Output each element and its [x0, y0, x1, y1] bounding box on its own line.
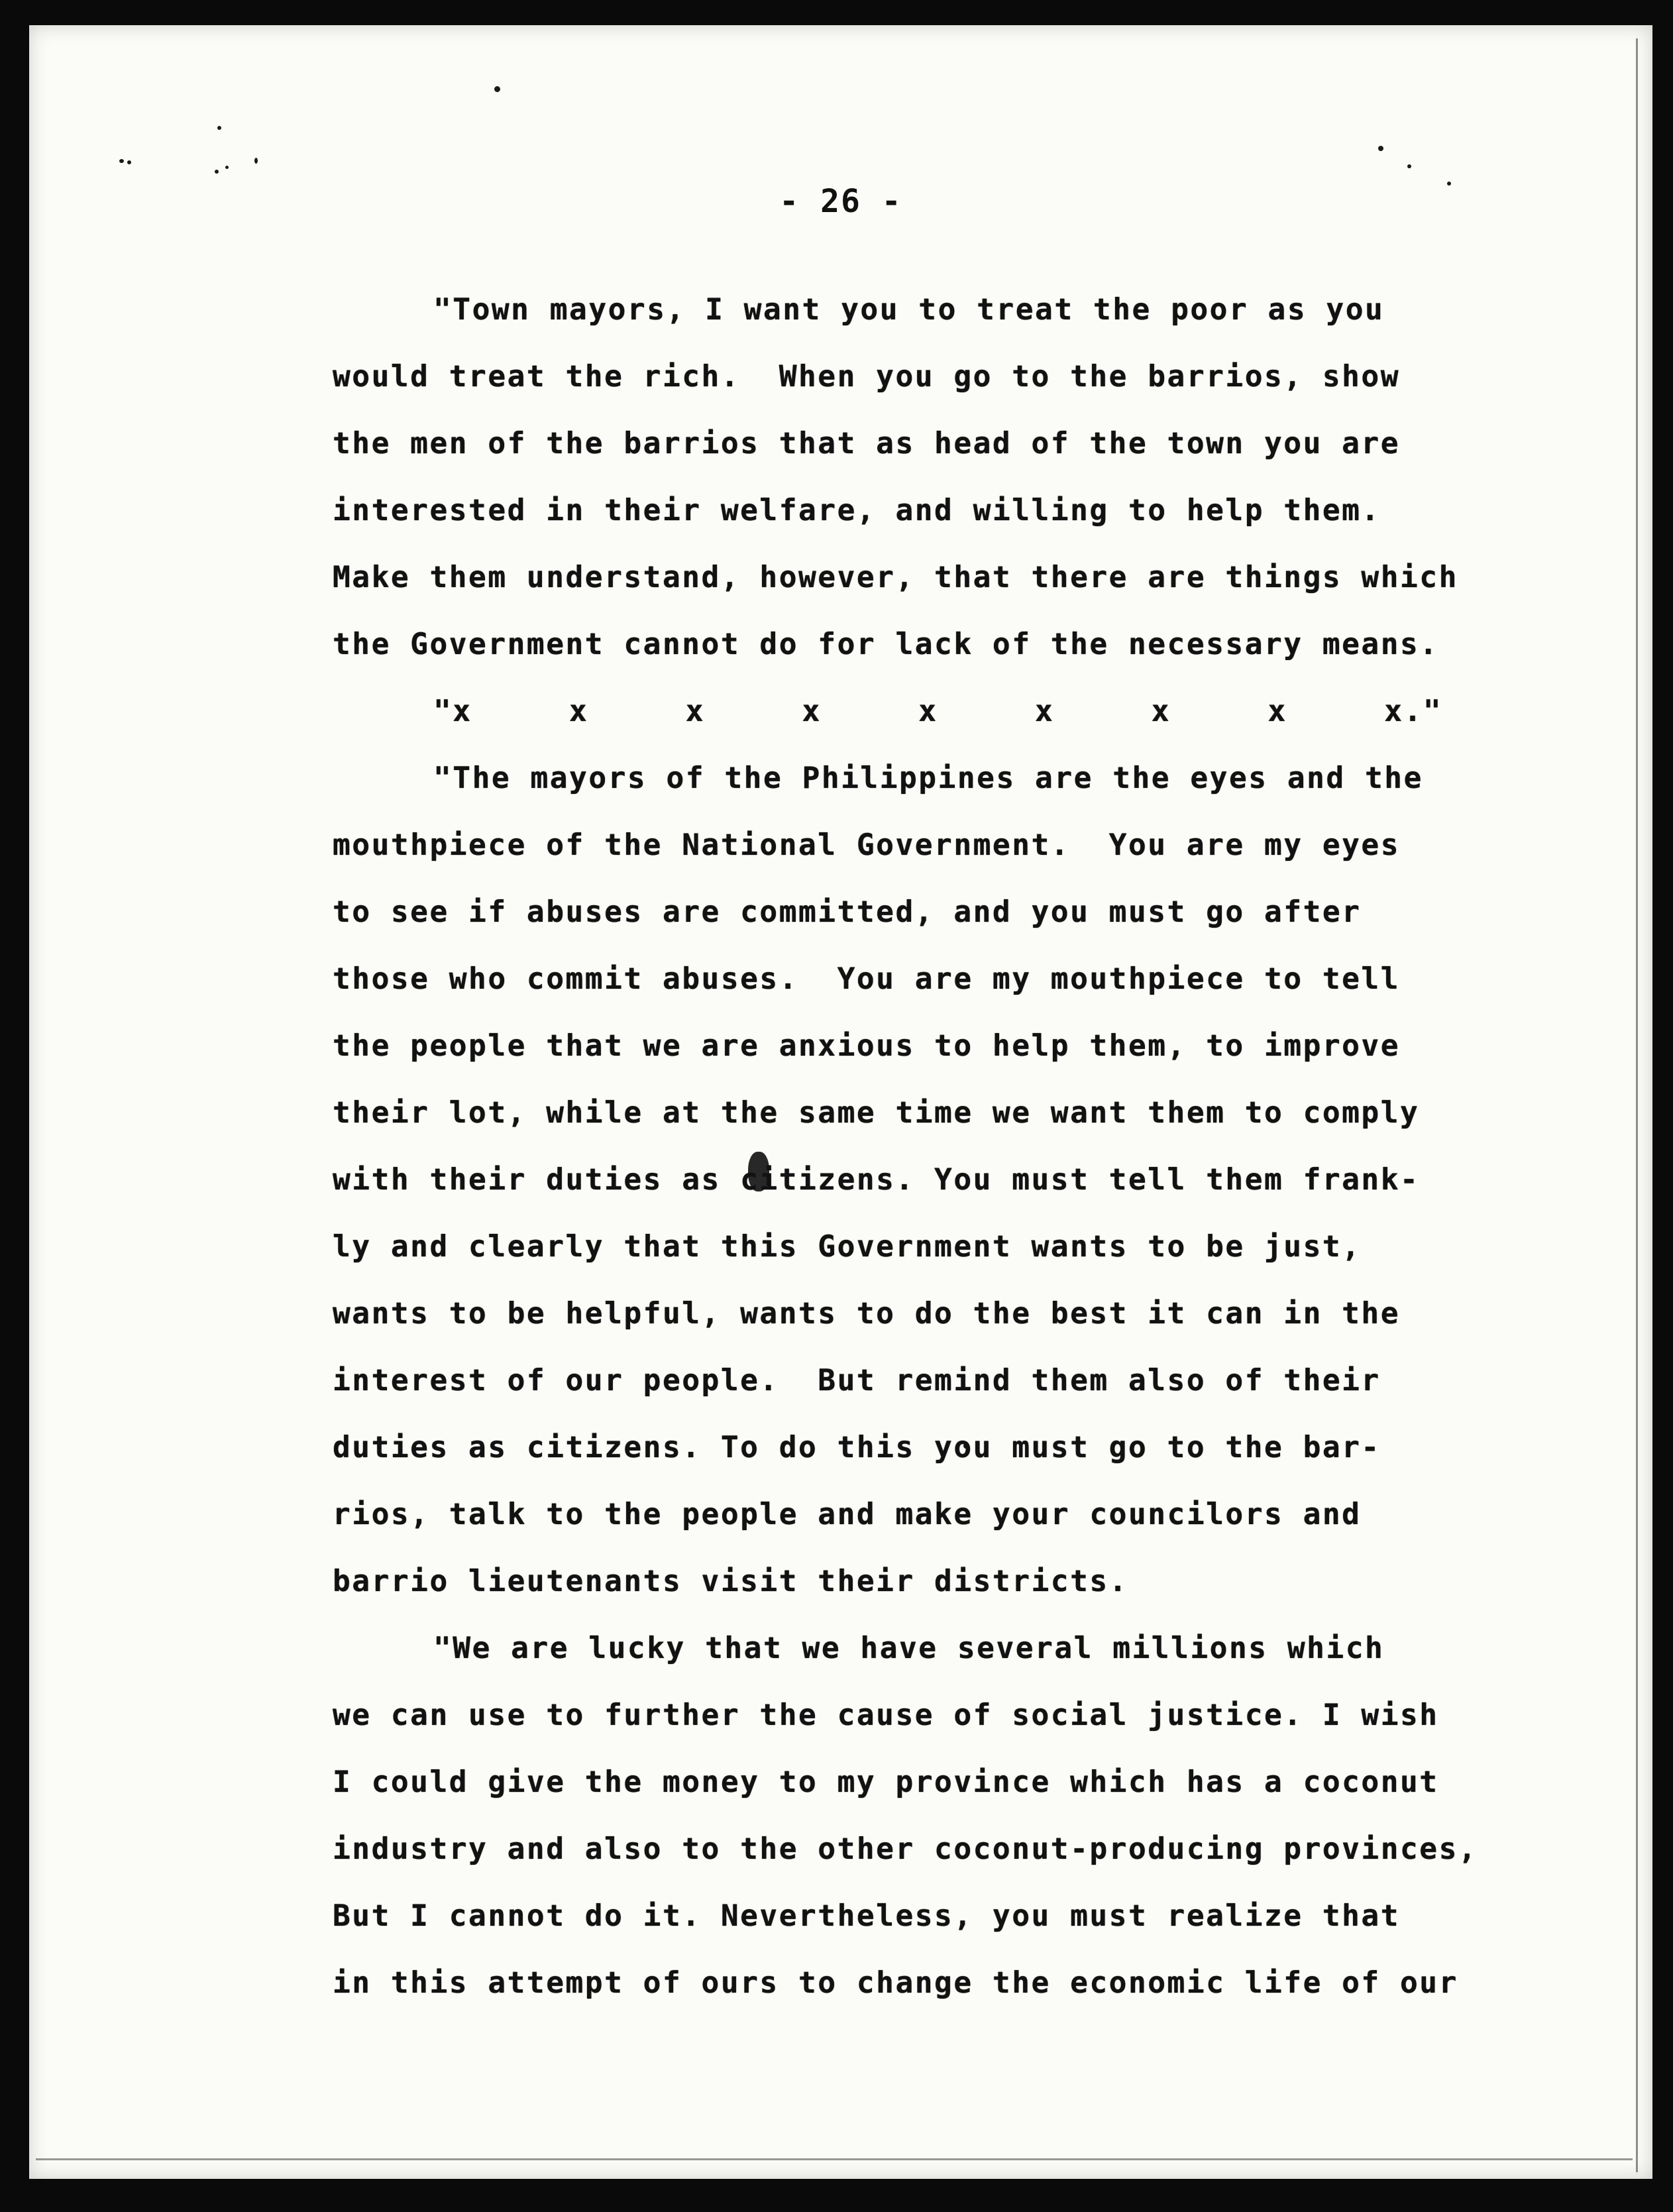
text-line: ly and clearly that this Government wants to be just, [333, 1230, 1362, 1264]
text-line: the people that we are anxious to help them, to improve [333, 1029, 1401, 1063]
scan-speck [215, 170, 219, 174]
text-line: we can use to further the cause of social justice. I wish [333, 1698, 1439, 1732]
text-line: barrio lieutenants visit their districts. [333, 1565, 1128, 1598]
scan-speck [494, 86, 500, 92]
text-line: interest of our people. But remind them also of their [333, 1364, 1381, 1398]
page-number: - 26 - [779, 183, 902, 220]
text-line: the men of the barrios that as head of the town you are [333, 427, 1401, 461]
document-page [29, 25, 1652, 2179]
text-line: rios, talk to the people and make your councilors and [333, 1498, 1362, 1531]
scan-speck [119, 159, 124, 163]
scan-speck [1407, 164, 1411, 168]
text-line: duties as citizens. To do this you must go to the bar- [333, 1431, 1381, 1465]
text-line: "We are lucky that we have several millions which [433, 1631, 1385, 1665]
text-line: "The mayors of the Philippines are the eyes and the [433, 761, 1423, 795]
page-edge-bottom [36, 2158, 1633, 2164]
scan-speck [1378, 146, 1383, 151]
text-line: would treat the rich. When you go to the barrios, show [333, 360, 1401, 394]
scan-speck [225, 166, 229, 169]
scan-speck [127, 160, 131, 164]
text-line: Make them understand, however, that there are things which [333, 561, 1458, 594]
text-line: to see if abuses are committed, and you must go after [333, 895, 1362, 929]
text-line: interested in their welfare, and willing to help them. [333, 494, 1381, 527]
text-line: I could give the money to my province which has a coconut [333, 1765, 1439, 1799]
text-line: "Town mayors, I want you to treat the poor as you [433, 293, 1385, 327]
text-line: the Government cannot do for lack of the necessary means. [333, 628, 1439, 661]
text-line: those who commit abuses. You are my mouthpiece to tell [333, 962, 1401, 996]
text-line: wants to be helpful, wants to do the best it can in the [333, 1297, 1401, 1331]
scan-speck [254, 158, 258, 164]
text-line: their lot, while at the same time we want them to comply [333, 1096, 1420, 1130]
text-line: mouthpiece of the National Government. You are my eyes [333, 828, 1401, 862]
scan-speck [217, 126, 221, 130]
text-line: But I cannot do it. Nevertheless, you must realize that [333, 1899, 1401, 1933]
page-edge-right [1636, 38, 1643, 2172]
text-line: industry and also to the other coconut-producing provinces, [333, 1832, 1478, 1866]
text-line: with their duties as citizens. You must tell them frank- [333, 1163, 1420, 1197]
text-line: "x x x x x x x x x." [433, 694, 1443, 728]
text-line: in this attempt of ours to change the economic life of our [333, 1966, 1458, 2000]
